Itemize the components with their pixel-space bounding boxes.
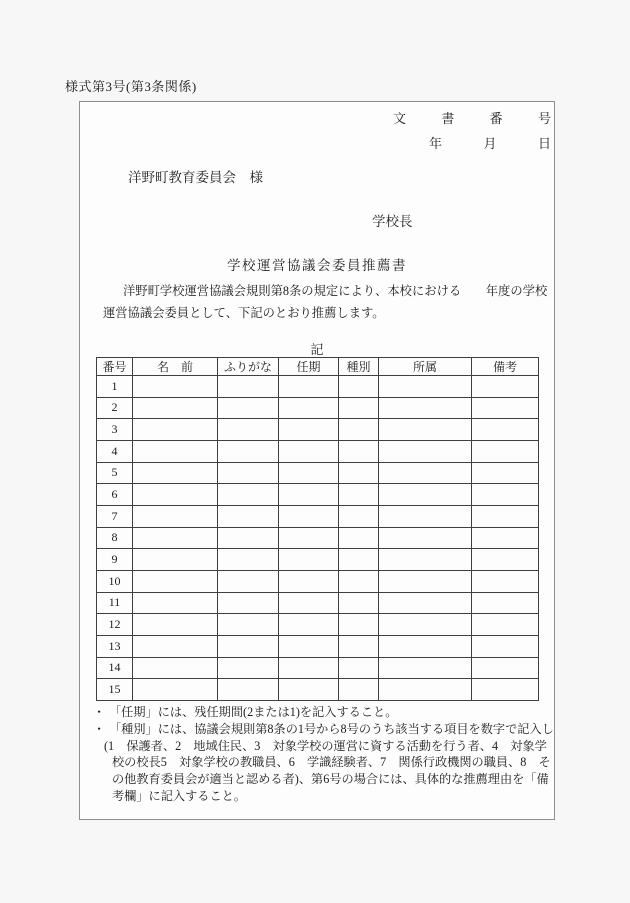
empty-cell <box>472 635 539 657</box>
empty-cell <box>279 462 339 484</box>
empty-cell <box>379 657 472 679</box>
ki-label: 記 <box>310 342 324 357</box>
empty-cell <box>339 440 379 462</box>
column-header-term: 任期 <box>279 358 339 376</box>
table-row <box>97 592 539 614</box>
note-line: (1 保護者、2 地域住民、3 対象学校の運営に資する活動を行う者、4 対象学 <box>104 738 547 753</box>
principal-signature-line: 学校長 <box>372 214 413 229</box>
row-number-cell: 3 <box>97 419 133 441</box>
note-bullet: ・ <box>93 705 106 719</box>
empty-cell <box>339 462 379 484</box>
row-number-cell: 14 <box>97 657 133 679</box>
empty-cell <box>472 462 539 484</box>
empty-cell <box>379 505 472 527</box>
table-row <box>97 679 539 701</box>
empty-cell <box>339 549 379 571</box>
row-number-cell: 13 <box>97 635 133 657</box>
column-header-name: 名 前 <box>133 358 218 376</box>
note-line: 校の校長5 対象学校の教職員、6 学識経験者、7 関係行政機関の職員、8 そ <box>112 755 551 770</box>
body-line: 運営協議会委員として、下記のとおり推薦します。 <box>103 306 385 320</box>
empty-cell <box>379 484 472 506</box>
doc-number-char: 文 <box>393 111 407 126</box>
empty-cell <box>379 570 472 592</box>
empty-cell <box>133 570 218 592</box>
doc-number-char: 書 <box>441 111 455 126</box>
document-frame <box>79 101 555 820</box>
column-header-affiliation: 所属 <box>379 358 472 376</box>
empty-cell <box>472 614 539 636</box>
empty-cell <box>218 419 279 441</box>
row-number-cell: 8 <box>97 527 133 549</box>
empty-cell <box>218 592 279 614</box>
empty-cell <box>279 592 339 614</box>
empty-cell <box>472 570 539 592</box>
table-row <box>97 419 539 441</box>
row-number-cell: 5 <box>97 462 133 484</box>
row-number-cell: 15 <box>97 679 133 701</box>
empty-cell <box>279 484 339 506</box>
table-row <box>97 657 539 679</box>
empty-cell <box>339 635 379 657</box>
empty-cell <box>472 679 539 701</box>
empty-cell <box>379 679 472 701</box>
empty-cell <box>339 570 379 592</box>
empty-cell <box>218 527 279 549</box>
doc-number-char: 号 <box>537 111 551 126</box>
table-row <box>97 527 539 549</box>
empty-cell <box>133 614 218 636</box>
empty-cell <box>133 527 218 549</box>
empty-cell <box>472 549 539 571</box>
empty-cell <box>339 614 379 636</box>
empty-cell <box>472 397 539 419</box>
date-day-char: 日 <box>537 136 551 151</box>
body-line: 洋野町学校運営協議会規則第8条の規定により、本校における 年度の学校 <box>123 284 548 298</box>
table-row <box>97 462 539 484</box>
empty-cell <box>379 527 472 549</box>
empty-cell <box>133 462 218 484</box>
empty-cell <box>279 440 339 462</box>
empty-cell <box>133 376 218 398</box>
row-number-cell: 4 <box>97 440 133 462</box>
empty-cell <box>133 505 218 527</box>
empty-cell <box>279 614 339 636</box>
date-year-char: 年 <box>429 136 443 151</box>
empty-cell <box>279 527 339 549</box>
table-row <box>97 505 539 527</box>
empty-cell <box>472 376 539 398</box>
notes-section <box>93 704 554 805</box>
empty-cell <box>133 657 218 679</box>
empty-cell <box>218 376 279 398</box>
empty-cell <box>472 484 539 506</box>
note-line: 考欄」に記入すること。 <box>112 788 247 803</box>
empty-cell <box>218 679 279 701</box>
empty-cell <box>279 635 339 657</box>
empty-cell <box>379 462 472 484</box>
empty-cell <box>379 592 472 614</box>
empty-cell <box>472 527 539 549</box>
table-row <box>97 570 539 592</box>
empty-cell <box>133 484 218 506</box>
row-number-cell: 1 <box>97 376 133 398</box>
table-row <box>97 440 539 462</box>
empty-cell <box>218 505 279 527</box>
empty-cell <box>279 376 339 398</box>
empty-cell <box>279 419 339 441</box>
empty-cell <box>339 679 379 701</box>
empty-cell <box>379 549 472 571</box>
body-paragraph <box>103 280 551 324</box>
empty-cell <box>379 376 472 398</box>
empty-cell <box>133 419 218 441</box>
empty-cell <box>218 635 279 657</box>
row-number-cell: 7 <box>97 505 133 527</box>
row-number-cell: 2 <box>97 397 133 419</box>
empty-cell <box>339 505 379 527</box>
empty-cell <box>472 592 539 614</box>
table-row <box>97 397 539 419</box>
empty-cell <box>339 527 379 549</box>
empty-cell <box>218 570 279 592</box>
date-line <box>429 133 551 152</box>
table-row <box>97 614 539 636</box>
empty-cell <box>339 397 379 419</box>
empty-cell <box>279 397 339 419</box>
empty-cell <box>279 679 339 701</box>
empty-cell <box>218 549 279 571</box>
member-table-body <box>97 376 539 701</box>
empty-cell <box>472 657 539 679</box>
empty-cell <box>379 614 472 636</box>
empty-cell <box>472 419 539 441</box>
empty-cell <box>133 679 218 701</box>
empty-cell <box>279 570 339 592</box>
member-table <box>96 357 539 701</box>
recipient-line: 洋野町教育委員会 様 <box>128 170 263 185</box>
row-number-cell: 6 <box>97 484 133 506</box>
note-line <box>93 721 554 738</box>
table-header-row <box>97 358 539 376</box>
column-header-furigana: ふりがな <box>218 358 279 376</box>
empty-cell <box>379 635 472 657</box>
empty-cell <box>133 592 218 614</box>
empty-cell <box>472 440 539 462</box>
empty-cell <box>218 484 279 506</box>
empty-cell <box>339 484 379 506</box>
date-month-char: 月 <box>483 136 497 151</box>
note-line: の他教育委員会が適当と認める者)、第6号の場合には、具体的な推薦理由を「備 <box>112 772 549 787</box>
empty-cell <box>218 397 279 419</box>
row-number-cell: 11 <box>97 592 133 614</box>
note-bullet: ・ <box>93 721 106 736</box>
empty-cell <box>379 440 472 462</box>
table-row <box>97 635 539 657</box>
empty-cell <box>279 657 339 679</box>
empty-cell <box>133 440 218 462</box>
empty-cell <box>133 635 218 657</box>
note-text: 「種別」には、協議会規則第8条の1号から8号のうち該当する項目を数字で記入し <box>109 721 554 736</box>
empty-cell <box>218 614 279 636</box>
empty-cell <box>279 549 339 571</box>
empty-cell <box>218 657 279 679</box>
empty-cell <box>339 657 379 679</box>
empty-cell <box>279 505 339 527</box>
row-number-cell: 10 <box>97 570 133 592</box>
empty-cell <box>133 549 218 571</box>
doc-number-char: 番 <box>489 111 503 126</box>
table-row <box>97 376 539 398</box>
empty-cell <box>379 397 472 419</box>
empty-cell <box>339 419 379 441</box>
row-number-cell: 12 <box>97 614 133 636</box>
column-header-number: 番号 <box>97 358 133 376</box>
empty-cell <box>339 592 379 614</box>
table-row <box>97 549 539 571</box>
row-number-cell: 9 <box>97 549 133 571</box>
empty-cell <box>472 505 539 527</box>
column-header-type: 種別 <box>339 358 379 376</box>
form-number-label: 様式第3号(第3条関係) <box>65 79 197 94</box>
document-title: 学校運営協議会委員推薦書 <box>227 258 407 273</box>
note-line <box>93 704 545 721</box>
empty-cell <box>218 440 279 462</box>
empty-cell <box>218 462 279 484</box>
column-header-remarks: 備考 <box>472 358 539 376</box>
table-row <box>97 484 539 506</box>
note-text: 「任期」には、残任期間(2または1)を記入すること。 <box>109 705 398 719</box>
empty-cell <box>339 376 379 398</box>
empty-cell <box>379 419 472 441</box>
doc-number-line <box>393 108 551 127</box>
empty-cell <box>133 397 218 419</box>
